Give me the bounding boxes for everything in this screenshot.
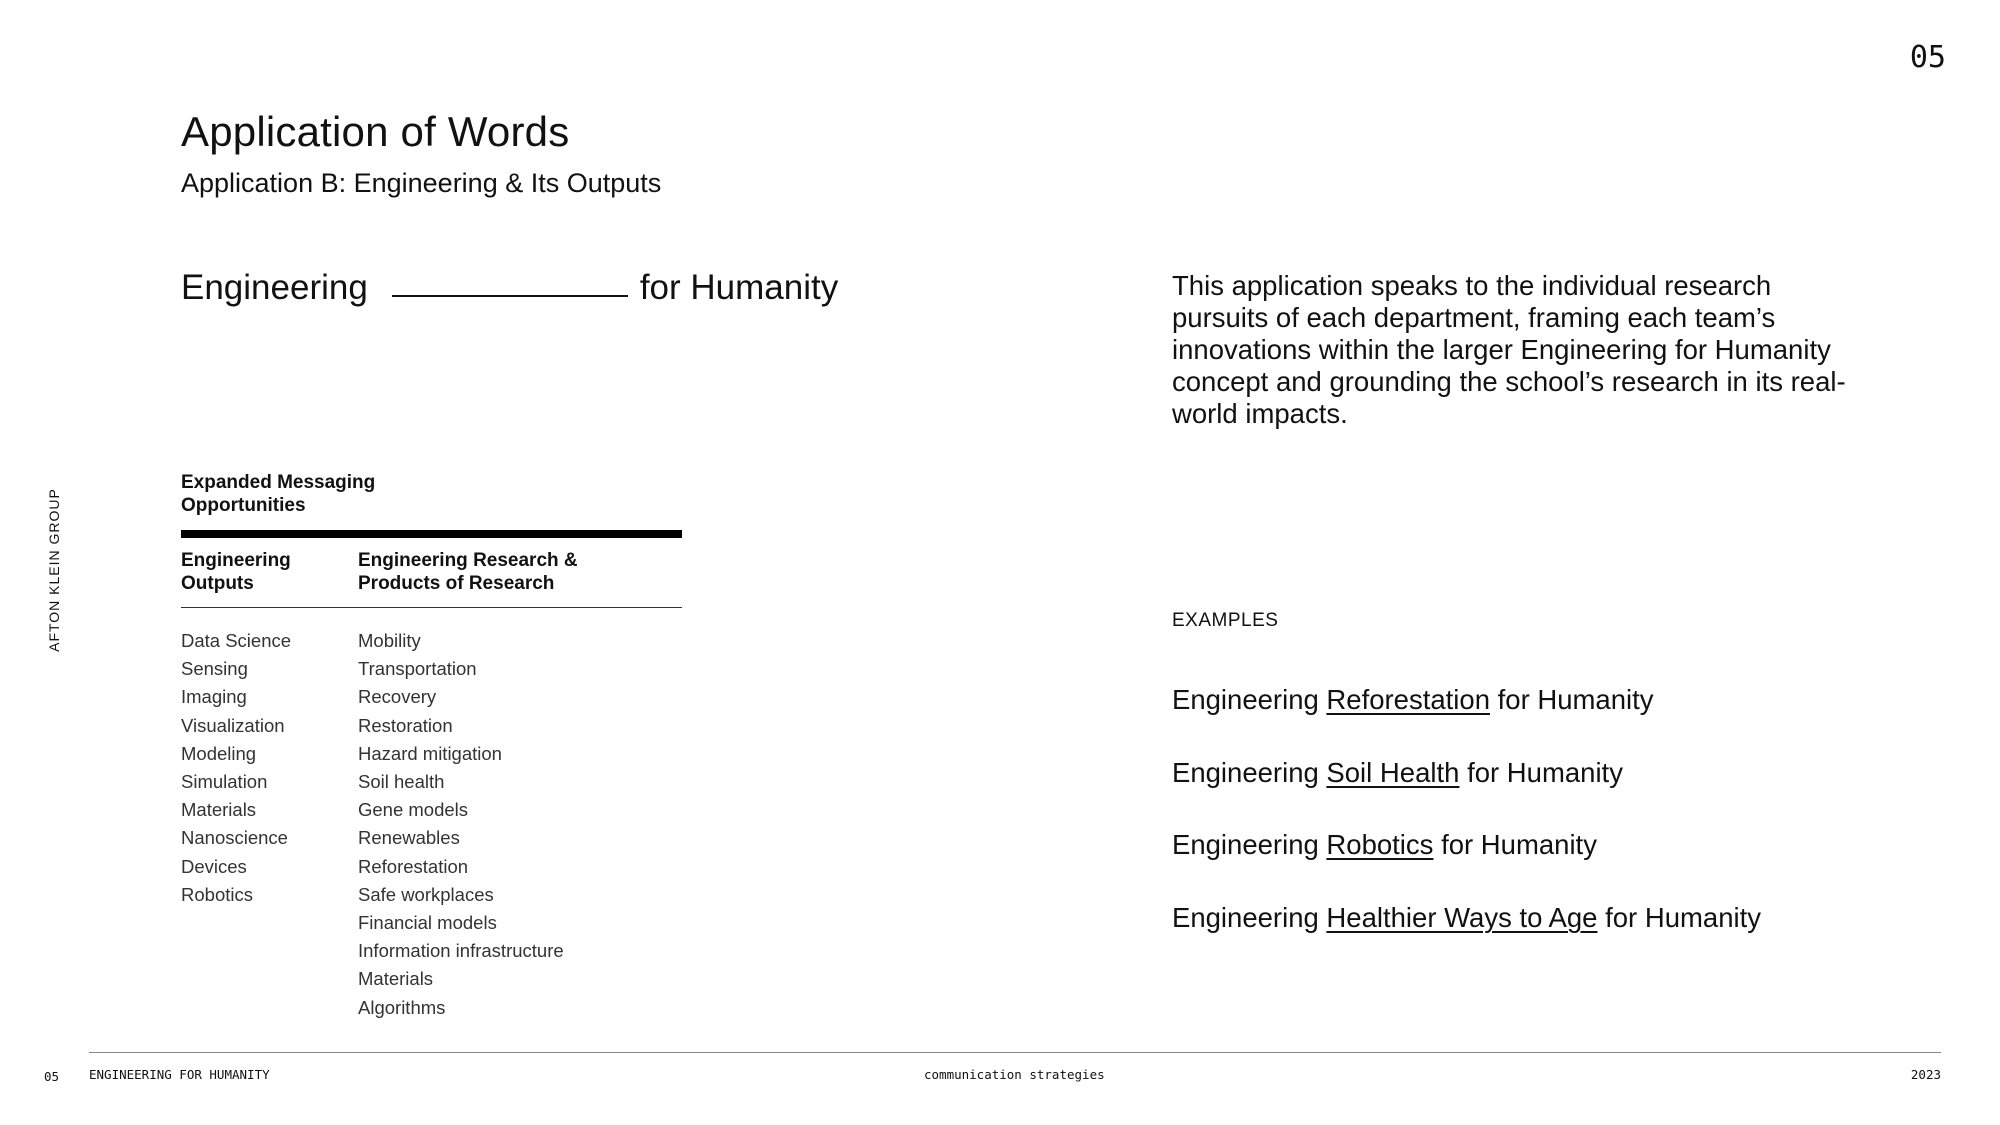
example-prefix: Engineering <box>1172 684 1319 715</box>
list-item: Financial models <box>358 912 497 934</box>
example-term: Robotics <box>1326 829 1434 860</box>
list-item: Information infrastructure <box>358 940 564 962</box>
page-title: Application of Words <box>181 108 570 155</box>
example-suffix: for Humanity <box>1605 902 1762 933</box>
footer-year: 2023 <box>1910 1067 1941 1082</box>
footer-page-number: 05 <box>44 1069 60 1084</box>
footer-center-text: communication strategies <box>924 1067 1105 1082</box>
example-term: Reforestation <box>1326 684 1490 715</box>
list-item: Safe workplaces <box>358 883 494 905</box>
column-header-research: Engineering Research & Products of Research <box>358 550 578 594</box>
list-item: Data Science <box>181 630 292 651</box>
example-suffix: for Humanity <box>1497 684 1654 715</box>
column-header-outputs: Engineering Outputs <box>181 550 291 594</box>
examples-label: EXAMPLES <box>1172 610 1279 631</box>
list-item: Transportation <box>358 658 477 680</box>
list-item: Robotics <box>181 883 253 905</box>
outputs-list <box>181 627 351 909</box>
page-subtitle: Application B: Engineering & Its Outputs <box>181 168 662 198</box>
example-suffix: for Humanity <box>1467 757 1623 788</box>
list-item: Nanoscience <box>181 827 288 849</box>
list-item: Sensing <box>181 658 248 680</box>
list-item: Hazard mitigation <box>358 742 502 764</box>
description-paragraph: This application speaks to the individual research pursuits of each department, framing each team’s innovations within the larger Engineering for Humanity concept and grounding the school’s research in its real-world impacts. <box>1172 270 1846 429</box>
blank-line <box>392 295 628 297</box>
fill-in-template <box>181 268 838 308</box>
list-item: Imaging <box>181 686 247 708</box>
list-item: Algorithms <box>358 996 446 1018</box>
template-suffix: for Humanity <box>639 268 839 307</box>
example-line <box>1172 902 1761 934</box>
list-item: Visualization <box>181 714 285 736</box>
table-header-rule <box>181 607 682 608</box>
list-item: Devices <box>181 855 247 877</box>
example-line <box>1172 829 1597 861</box>
list-item: Recovery <box>358 686 437 708</box>
side-label: AFTON KLEIN GROUP <box>46 488 62 652</box>
footer-rule <box>89 1052 1941 1053</box>
example-suffix: for Humanity <box>1441 829 1597 860</box>
template-prefix: Engineering <box>181 268 368 307</box>
list-item: Soil health <box>358 771 445 793</box>
list-item: Renewables <box>358 827 460 849</box>
page-number: 05 <box>1909 40 1946 75</box>
table-heading: Expanded Messaging Opportunities <box>181 472 376 516</box>
example-line <box>1172 684 1654 716</box>
list-item: Reforestation <box>358 855 469 877</box>
example-prefix: Engineering <box>1172 757 1319 788</box>
research-list <box>358 627 658 1022</box>
list-item: Materials <box>181 799 257 821</box>
list-item: Modeling <box>181 742 257 764</box>
list-item: Gene models <box>358 799 469 821</box>
table-top-rule <box>181 530 682 538</box>
example-prefix: Engineering <box>1172 829 1319 860</box>
example-prefix: Engineering <box>1172 902 1319 933</box>
example-term: Healthier Ways to Age <box>1326 902 1598 933</box>
list-item: Simulation <box>181 771 268 793</box>
list-item: Restoration <box>358 714 453 736</box>
example-line <box>1172 757 1623 789</box>
example-term: Soil Health <box>1326 757 1460 788</box>
list-item: Materials <box>358 968 434 990</box>
list-item: Mobility <box>358 630 421 651</box>
footer-left-text: ENGINEERING FOR HUMANITY <box>89 1067 270 1082</box>
